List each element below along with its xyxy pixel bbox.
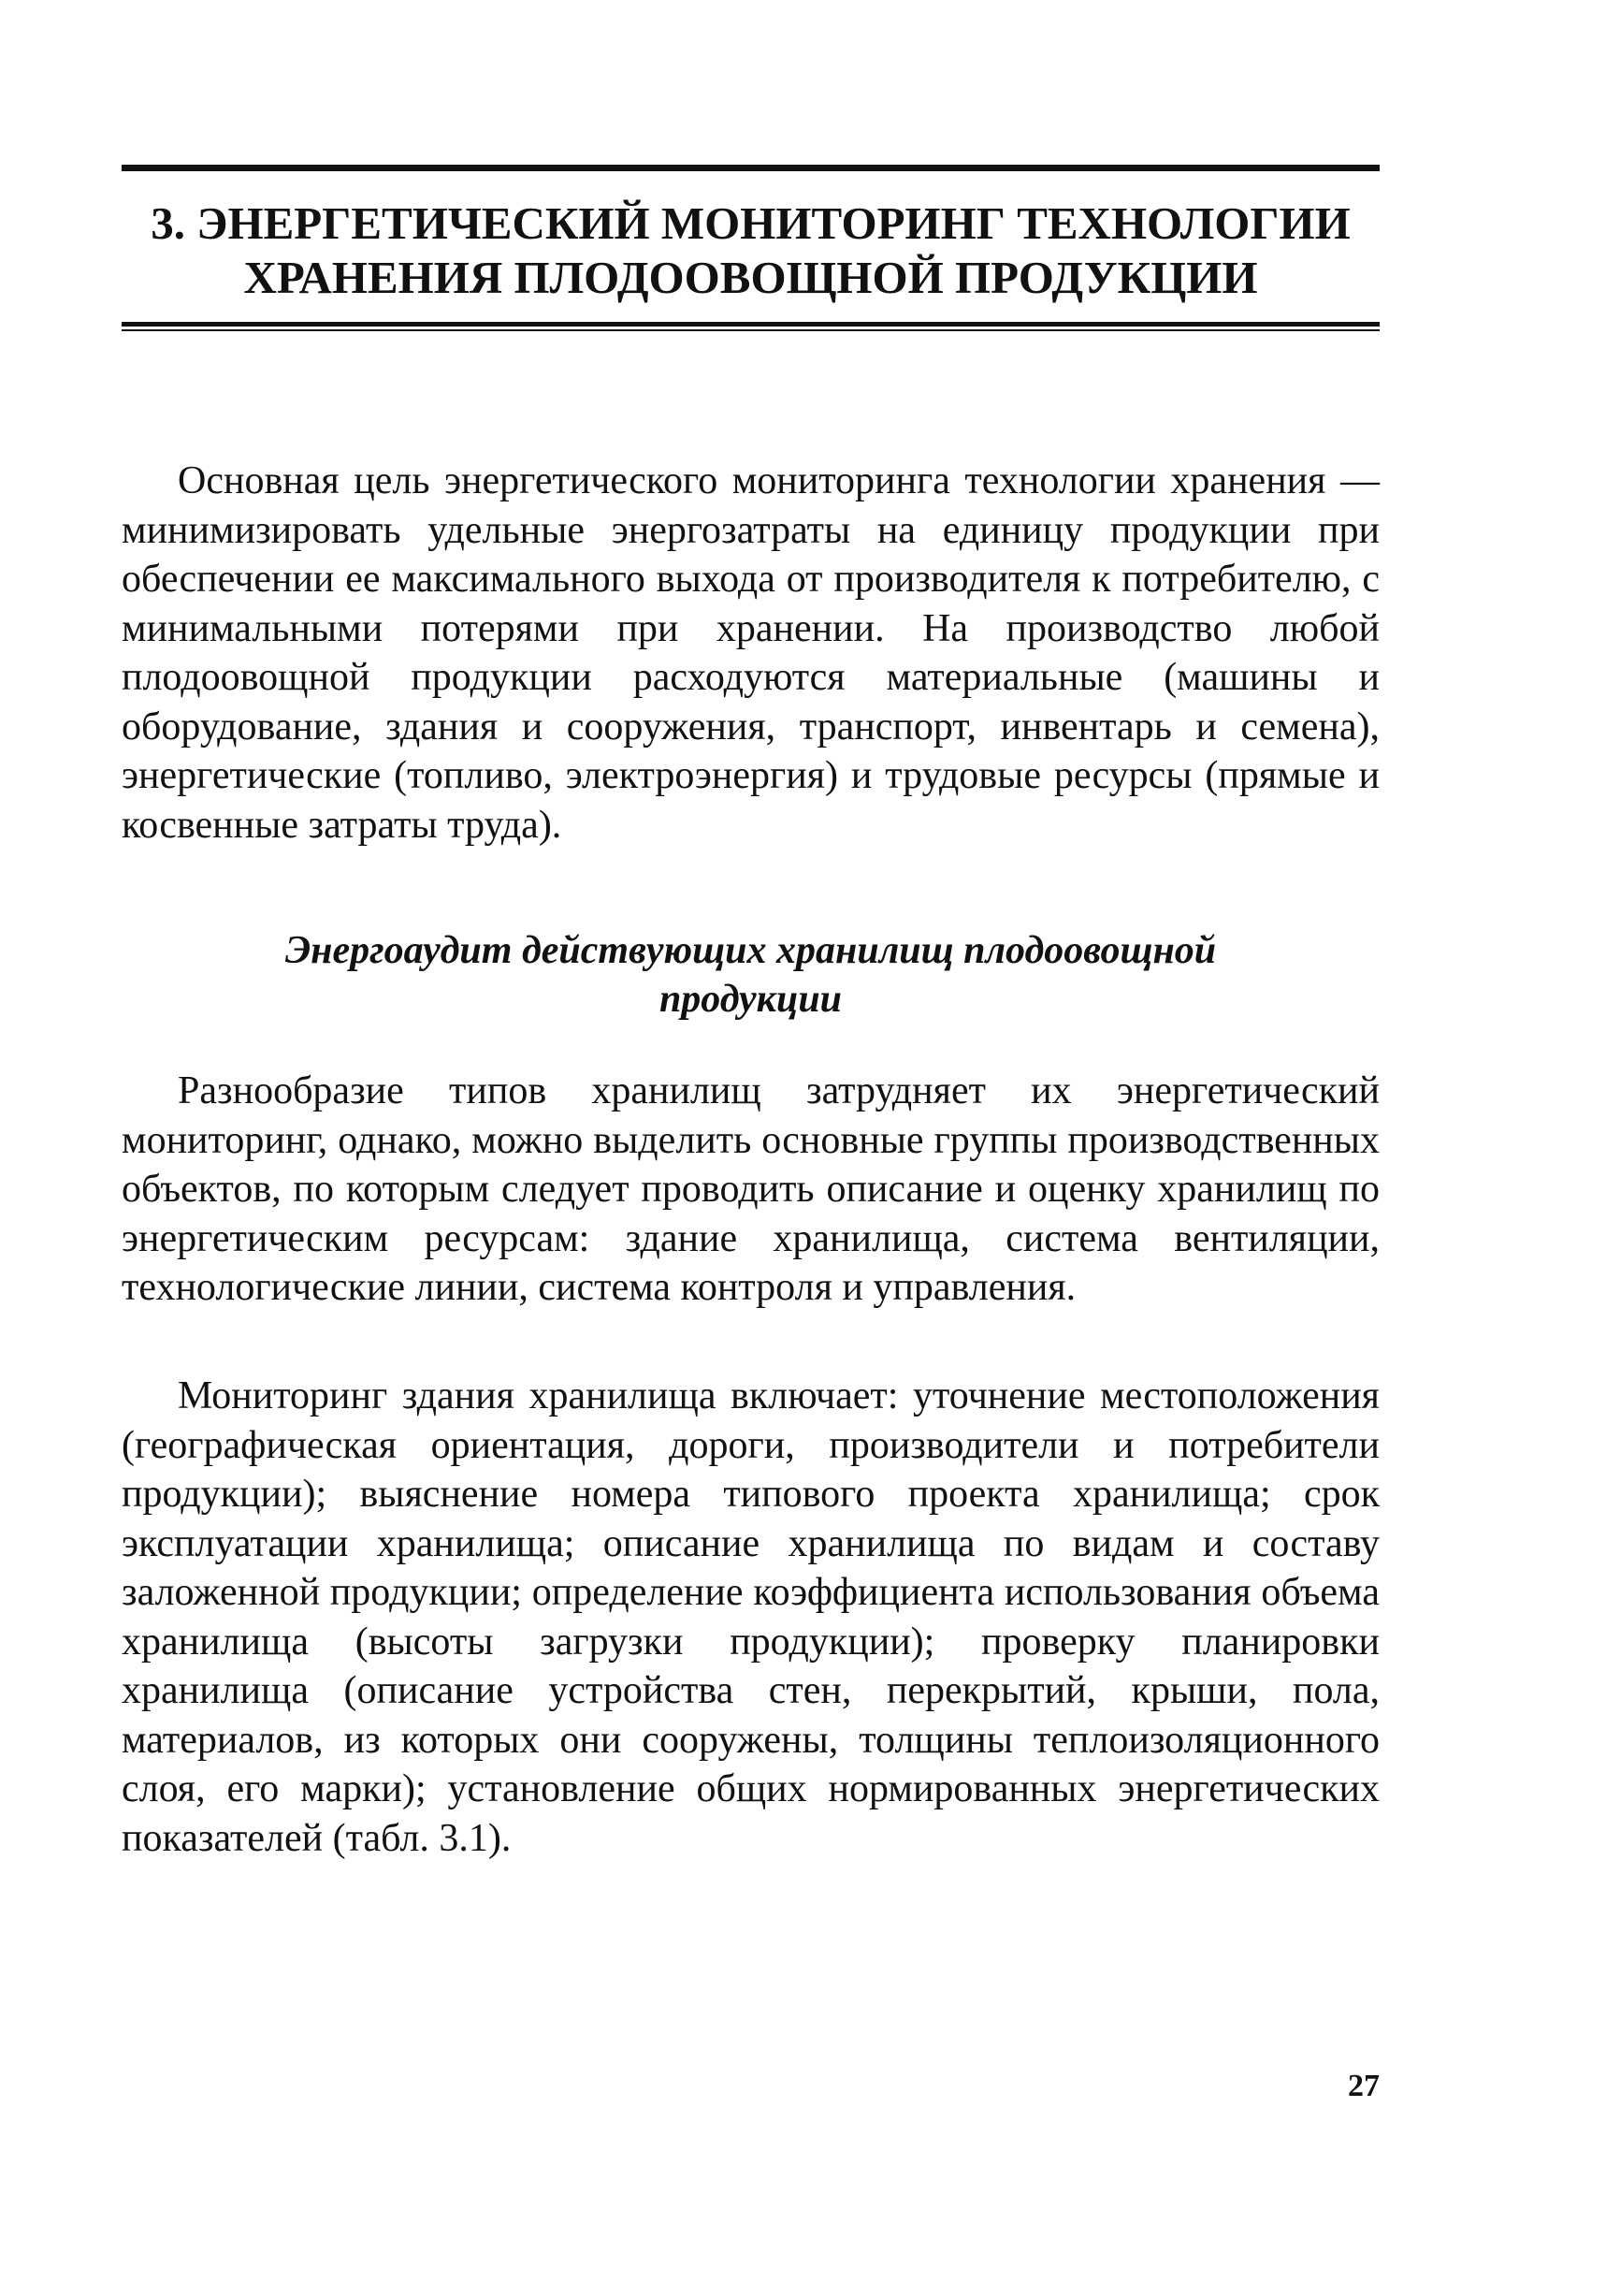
title-bottom-rule (122, 322, 1380, 327)
section-title (122, 926, 1380, 1024)
top-rule (122, 165, 1380, 171)
chapter-title-line-2: ХРАНЕНИЯ ПЛОДООВОЩНОЙ ПРОДУКЦИИ (243, 252, 1258, 303)
chapter-title-line-1: 3. ЭНЕРГЕТИЧЕСКИЙ МОНИТОРИНГ ТЕХНОЛОГИИ (151, 197, 1351, 249)
intro-paragraph: Основная цель энергетического мониторинга технологии хранения — минимизировать удельные энергозатраты на единицу продукции при обеспечении ее максимального выхода от производителя к потребителю, с минимальными потерями при хранении. На производство любой плодоовощной продукции расходуются материальные (машины и оборудование, здания и сооружения, транспорт, инвентарь и семена), энергетические (топливо, электроэнергия) и трудовые ресурсы (прямые и косвенные затраты труда). (122, 459, 1380, 847)
chapter-title (122, 196, 1380, 305)
page-number: 27 (1348, 2069, 1380, 2103)
section-title-line-1: Энергоаудит действующих хранилищ плодоовощной (284, 929, 1217, 972)
section-paragraph-1: Разнообразие типов хранилищ затрудняет их энергетический мониторинг, однако, можно выделить основные группы производственных объектов, по которым следует проводить описание и оценку хранилищ по энергетическим ресурсам: здание хранилища, система вентиляции, технологические линии, система контроля и управления. (122, 1069, 1380, 1309)
section-title-line-2: продукции (658, 978, 843, 1021)
title-bottom-thin-rule (122, 329, 1380, 331)
section-paragraph-2: Мониторинг здания хранилища включает: уточнение местоположения (географическая ориентация, дороги, производители и потребители продукции); выяснение номера типового проекта хранилища; срок эксплуатации хранилища; описание хранилища по видам и составу заложенной продукции; определение коэффициента использования объема хранилища (высоты загрузки продукции); проверку планировки хранилища (описание устройства стен, перекрытий, крыши, пола, материалов, из которых они сооружены, толщины теплоизоляционного слоя, его марки); установление общих нормированных энергетических показателей (табл. 3.1). (122, 1374, 1380, 1860)
